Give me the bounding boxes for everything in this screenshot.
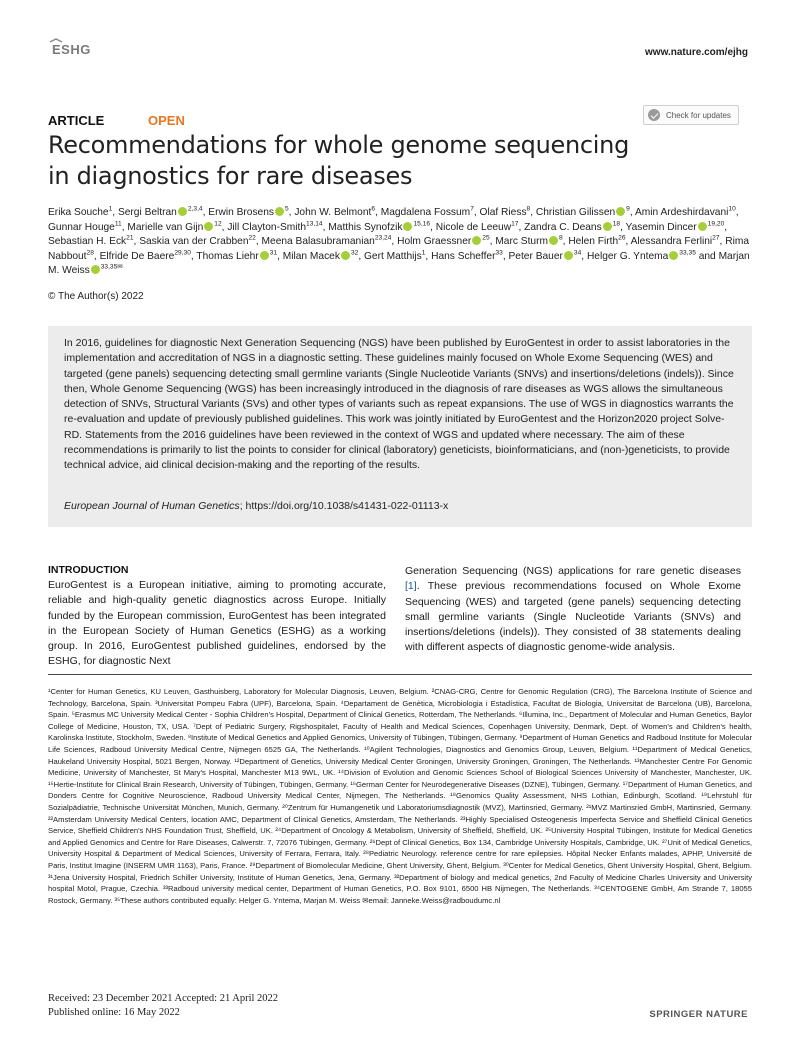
author-separator: , (121, 221, 128, 233)
author-separator: , (375, 207, 381, 218)
author-separator: , (489, 236, 496, 248)
author-name[interactable]: Jill Clayton-Smith (227, 221, 307, 233)
affiliation-number: 5 (284, 205, 289, 213)
author-separator: , (430, 221, 436, 233)
author-name[interactable]: Sebastian H. Eck (48, 236, 127, 248)
affiliation-number: 9 (626, 205, 630, 213)
publisher-logo: SPRINGER NATURE (649, 1009, 748, 1020)
affiliation-number: 6 (371, 205, 376, 213)
affiliation-number: 21 (126, 234, 134, 242)
author-name[interactable]: John W. Belmont (294, 207, 372, 218)
author-separator: , (629, 207, 635, 218)
author-name[interactable]: Zandra C. Deans (524, 221, 602, 233)
affiliation-number: 25 (482, 234, 490, 242)
orcid-icon[interactable] (549, 236, 558, 245)
author-separator: , (190, 250, 197, 262)
author-separator: , (425, 250, 432, 262)
open-access-label: OPEN (148, 113, 185, 128)
author-separator: , (358, 250, 364, 262)
intro-right-text-1: Generation Sequencing (NGS) applications for rare genetic diseases (405, 565, 741, 577)
affiliation-number: 22 (248, 234, 256, 242)
abstract-text: In 2016, guidelines for diagnostic Next Generation Sequencing (NGS) have been published by EuroGentest in order to assist laboratories in the implementation and accreditation of NGS in a diagnostic setting. These guidelines mainly focused on Whole Exome Sequencing (WES) and targeted (gene panels) sequencing detecting small germline variants (Single Nucleotide Variants (SNVs) and insertions/deletions (indels)). Since then, Whole Genome Sequencing (WGS) has been increasingly introduced in the diagnosis of rare diseases as WGS allows the simultaneous detection of SNVs, Structural Variants (SVs) and other types of variants such as repeat expansions. The use of WGS in diagnostics warrants the re-evaluation and update of previously published guidelines. This work was jointly initiated by EuroGentest and the Horizon2020 project Solve-RD. Statements from the 2016 guidelines have been reviewed in the context of WGS and updated where necessary. The aim of these recommendations is primarily to list the points to consider for clinical (laboratory) geneticists, bioinformaticians, and (non-)geneticists, to provide technical advice, aid clinical decision-making and the reporting of the results. (64, 337, 734, 472)
author-name[interactable]: Alessandra Ferlini (630, 236, 713, 248)
author-separator: , (202, 207, 209, 218)
author-separator: , (719, 236, 726, 248)
author-separator: , (562, 236, 569, 248)
title-line-2: in diagnostics for rare diseases (48, 162, 413, 190)
author-name[interactable]: Nicole de Leeuw (435, 221, 512, 233)
affiliation-number: 2,3,4 (187, 205, 203, 213)
affiliation-number: 31 (269, 249, 278, 257)
author-separator: , (322, 221, 329, 233)
author-name[interactable]: Helger G. Yntema (586, 250, 669, 262)
author-name[interactable]: Erika Souche (48, 207, 109, 218)
author-name[interactable]: Marc Sturm (495, 236, 548, 248)
author-name[interactable]: Thomas Liehr (196, 250, 259, 262)
author-separator: , (502, 250, 509, 262)
orcid-icon[interactable] (698, 222, 707, 231)
orcid-icon[interactable] (275, 207, 284, 216)
affiliation-number: 18 (612, 220, 621, 228)
author-name[interactable]: Matthis Synofzik (328, 221, 403, 233)
author-name[interactable]: Christian Gilissen (535, 207, 616, 218)
orcid-icon[interactable] (91, 265, 100, 274)
orcid-icon[interactable] (616, 207, 625, 216)
author-name[interactable]: Rima Nabbout (48, 236, 749, 262)
author-name[interactable]: Marjan M. Weiss (48, 250, 750, 277)
author-name[interactable]: Helen Firth (568, 236, 619, 248)
author-separator: and (695, 250, 719, 262)
journal-url[interactable]: www.nature.com/ejhg (645, 47, 748, 58)
author-list (48, 206, 752, 279)
affiliation-number: 11 (114, 220, 122, 228)
author-separator: , (391, 236, 398, 248)
author-name[interactable]: Olaf Riess (479, 207, 527, 218)
affiliation-number: 1 (108, 205, 113, 213)
orcid-icon[interactable] (178, 207, 187, 216)
title-line-1: Recommendations for whole genome sequencing (48, 131, 630, 159)
author-separator: , (735, 207, 739, 218)
check-updates-button[interactable] (643, 105, 739, 125)
author-name[interactable]: Gunnar Houge (48, 221, 115, 233)
orcid-icon[interactable] (564, 251, 573, 260)
orcid-icon[interactable] (603, 222, 612, 231)
author-name[interactable]: Amin Ardeshirdavani (634, 207, 729, 218)
affiliation-number: 26 (618, 234, 626, 242)
section-heading: INTRODUCTION (48, 564, 129, 576)
check-updates-label: Check for updates (666, 110, 731, 120)
author-separator: , (93, 250, 100, 262)
intro-left-column: EuroGentest is a European initiative, aiming to promoting accurate, reliable and high-quality genetic diagnostics across Europe. Initially funded by the European commission, EuroGentest has been integrated in the European Society of Human Genetics (ESHG) as a working group. In 2016, EuroGentest published guidelines, endorsed by the ESHG, for diagnostic Next (48, 579, 386, 668)
author-name[interactable]: Hans Scheffer (431, 250, 496, 262)
affiliation-number: 10 (728, 205, 736, 213)
author-name[interactable]: Elfride De Baere (99, 250, 175, 262)
author-separator: , (625, 236, 631, 248)
affiliation-number: 15,16 (413, 220, 431, 228)
affiliation-number: 13,14 (306, 220, 323, 228)
affiliation-number: 27 (712, 234, 720, 242)
received-accepted: Received: 23 December 2021 Accepted: 21 April 2022 (48, 993, 279, 1004)
author-name[interactable]: Milan Macek (282, 250, 340, 262)
affiliation-number: 33,35 (679, 249, 696, 257)
author-separator: , (277, 250, 283, 262)
author-separator: , (133, 236, 140, 248)
affiliation-number: 28 (86, 249, 94, 257)
affiliation-number: 17 (511, 220, 519, 228)
copyright: © The Author(s) 2022 (48, 291, 144, 302)
author-name[interactable]: Meena Balasubramanian (261, 236, 375, 248)
orcid-icon[interactable] (472, 236, 481, 245)
affiliation-number: 8 (526, 205, 531, 213)
affiliations: ¹Center for Human Genetics, KU Leuven, Gasthuisberg, Laboratory for Molecular Diagnosis, Leuven, Belgium. ²CNAG-CRG, Centre for Genomic Regulation (CRG), The Barcelona Institute of Science and Technology, Barcelona, Spain. ³Universitat Pompeu Fabra (UPF), Barcelona, Spain. ⁴Departament de Genètica, Microbiologia i Estadística, Facultat de Biologia, Universitat de Barcelona (UB), Barcelona, Spain. ⁵Erasmus MC University Medical Center - Sophia Children's Hospital, Department of Clinical Genetics, Rotterdam, The Netherlands. ⁶Illumina, Inc., Department of Molecular and Human Genetics, Baylor College of Medicine, Houston, TX, USA. ⁷Dept of Pediatric Surgery, Rigshospitalet, Faculty of Health and Medical Sciences, Copenhagen University, Denmark, Dept. of Women's and Children's health, Karolinska Institute, Stockholm, Sweden. ⁸Institute of Medical Genetics and Applied Genomics, University of Tübingen, Tübingen, Germany. ⁹Department of Human Genetics and Radboud Institute for Molecular Life Sciences, Radboud University Medical Centre, Nijmegen 6525 GA, The Netherlands. ¹⁰Agilent Technologies, Diagnostics and Genomics Group, Leuven, Belgium. ¹¹Department of Medical Genetics, Haukeland University Hospital, 5021 Bergen, Norway. ¹²Department of Genetics, University Medical Center Groningen, University Groningen, Groningen, The Netherlands. ¹³Manchester Centre For Genomic Medicine, University of Manchester, St Mary's Hospital, Manchester M13 9WL, UK. ¹⁴Division of Evolution and Genomic Sciences School of Biological Sciences University of Manchester, Manchester, UK. ¹⁵Hertie-Institute for Clinical Brain Research, University of Tübingen, Tübingen, Germany. ¹⁶German Center for Neurodegenerative Diseases (DZNE), Tübingen, Germany. ¹⁷Department of Human Genetics, and Donders Centre for Cognitive Neuroscience, Radboud University Medical Center, Nijmegen, The Netherlands. ¹⁸Genomics Quality Assessment, NHS Lothian, Edinburgh, Scotland. ¹⁹Lehrstuhl für Sozialpädiatrie, Technische Universität München, Munich, Germany. ²⁰Zentrum für Humangenetik und Laboratoriumsdiagnostik (MVZ), Martinsried, Germany. ²¹MVZ Martinsried GmbH, Martinsried, Germany. ²²Amsterdam University Medical Centers, location AMC, Department of Clinical Genetics, Amsterdam, The Netherlands. ²³Highly Specialised Osteogenesis Imperfecta Service and Sheffield Clinical Genetics Service, Sheffield Children's NHS Foundation Trust, Sheffield, UK. ²⁴Department of Oncology & Metabolism, University of Sheffield, Sheffield, UK. ²⁵University Hospital Tübingen, Institute for Medical Genetics and Applied Genomics and Centre for Rare Diseases, Calwerstr. 7, 72076 Tübingen, Germany. ²⁶Dept of Clinical Genetics, Box 134, Cambridge University Hospitals, Cambridge, UK. ²⁷Unit of Medical Genetics, University Hospital & Department of Medical Sciences, University of Ferrara, Ferrara, Italy. ²⁸Pediatric Neurology. reference centre for rare epilepsies. Hôpital Necker Enfants malades, APHP, Université de Paris, Institut Imagine (INSERM UMR 1163), Paris, France. ²⁹Department of Biomolecular Medicine, Ghent University, Ghent, Belgium. ³⁰Center for Medical Genetics, Ghent University Hospital, Ghent, Belgium. ³¹Jena University Hospital, Friedrich Schiller University, Institute of Human Genetics, Jena, Germany. ³²Department of biology and medical genetics, 2nd Faculty of Medicine Charles University and University hospital Motol, Prague, Czechia. ³³Radboud university medical center, Department of Human Genetics, P.O. Box 9101, 6500 HB Nijmegen, The Netherlands. ³⁴CENTOGENE GmbH, Am Strande 7, 18055 Rostock, Germany. ³⁵These authors contributed equally: Helger G. Yntema, Marjan M. Weiss ✉email: Janneke.Weiss@radboudumc.nl (48, 687, 752, 905)
affiliation-number: 33,35✉ (100, 263, 123, 271)
doi-link[interactable]: ; https://doi.org/10.1038/s41431-022-01113-x (239, 500, 449, 512)
affiliation-number: 29,30 (174, 249, 191, 257)
author-separator: , (530, 207, 536, 218)
author-separator: , (620, 221, 626, 233)
author-name[interactable]: Holm Graessner (397, 236, 472, 248)
affiliation-number: 7 (470, 205, 474, 213)
author-name[interactable]: Yasemin Dincer (625, 221, 697, 233)
author-separator: , (288, 207, 295, 218)
author-name[interactable]: Saskia van der Crabben (139, 236, 249, 248)
affiliation-number: 8 (558, 234, 563, 242)
journal-name: European Journal of Human Genetics (64, 500, 240, 512)
citation (64, 500, 448, 512)
orcid-icon[interactable] (260, 251, 269, 260)
affiliation-number: 12 (214, 220, 222, 228)
author-name[interactable]: Peter Bauer (508, 250, 563, 262)
author-separator: , (255, 236, 262, 248)
reference-link[interactable]: [1] (405, 580, 417, 593)
author-separator: , (221, 221, 228, 233)
author-name[interactable]: Sergi Beltran (117, 207, 177, 218)
orcid-icon[interactable] (669, 251, 678, 260)
publication-dates (48, 992, 278, 1020)
orcid-icon[interactable] (204, 222, 213, 231)
affiliation-number: 33 (495, 249, 503, 257)
author-separator: , (724, 221, 728, 233)
affiliation-number: 34 (573, 249, 582, 257)
affiliation-number: 23,24 (374, 234, 392, 242)
orcid-icon[interactable] (403, 222, 412, 231)
affiliation-number: 19,20 (707, 220, 725, 228)
orcid-icon[interactable] (341, 251, 350, 260)
author-separator: , (112, 207, 118, 218)
footnote-divider (48, 674, 752, 675)
intro-right-text-2: . These previous recommendations focused on Whole Exome Sequencing (WES) and targeted (gene panels) sequencing detecting small germline variants (Single Nucleotide Variants (SNVs) and insertions/deletions (indels)). They consisted of 38 statements dealing with different aspects of diagnostic genome-wide analysis. (405, 580, 741, 654)
published-online: Published online: 16 May 2022 (48, 1007, 180, 1018)
author-separator: , (581, 250, 587, 262)
author-name[interactable]: Gert Matthijs (363, 250, 422, 262)
logo-text: ESHG (52, 42, 91, 57)
author-name[interactable]: Marielle van Gijn (127, 221, 204, 233)
author-name[interactable]: Magdalena Fossum (380, 207, 471, 218)
affiliation-number: 1 (421, 249, 426, 257)
check-icon (648, 109, 660, 121)
author-separator: , (518, 221, 525, 233)
article-type-label: ARTICLE (48, 113, 105, 128)
author-name[interactable]: Erwin Brosens (208, 207, 274, 218)
author-separator: , (473, 207, 480, 218)
intro-right-column (405, 564, 741, 656)
article-title (48, 130, 688, 192)
affiliation-number: 32 (350, 249, 359, 257)
